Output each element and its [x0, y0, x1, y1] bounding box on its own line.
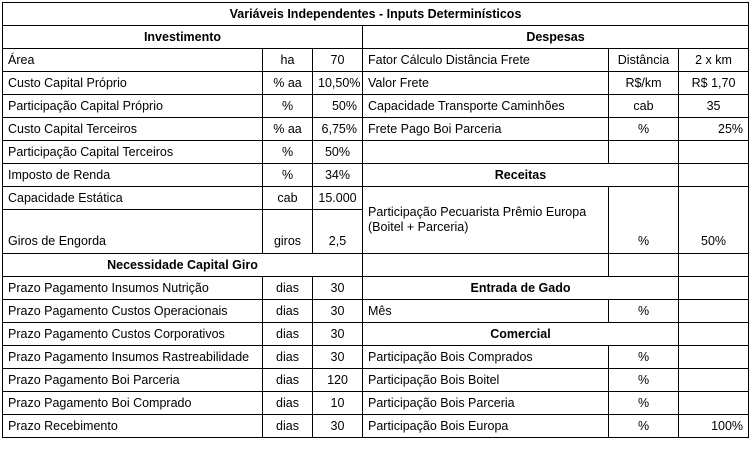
necessidade-header: Necessidade Capital Giro: [3, 254, 363, 277]
investimento-label: Custo Capital Próprio: [3, 72, 263, 95]
empty-cell: [679, 254, 749, 277]
entrada-value: [679, 300, 749, 323]
empty-cell: [363, 141, 609, 164]
despesas-value: 25%: [679, 118, 749, 141]
empty-cell: [363, 254, 609, 277]
investimento-label: Área: [3, 49, 263, 72]
necessidade-label: Prazo Pagamento Insumos Rastreabilidade: [3, 346, 263, 369]
necessidade-label: Prazo Pagamento Custos Corporativos: [3, 323, 263, 346]
investimento-label: Giros de Engorda: [3, 210, 263, 254]
receitas-unit: %: [609, 187, 679, 254]
despesas-label: Frete Pago Boi Parceria: [363, 118, 609, 141]
table-row: [3, 323, 749, 346]
investimento-label: Participação Capital Terceiros: [3, 141, 263, 164]
necessidade-unit: dias: [263, 277, 313, 300]
investimento-unit: % aa: [263, 118, 313, 141]
comercial-label: Participação Bois Parceria: [363, 392, 609, 415]
despesas-label: Fator Cálculo Distância Frete: [363, 49, 609, 72]
comercial-value: [679, 392, 749, 415]
comercial-label: Participação Bois Boitel: [363, 369, 609, 392]
necessidade-unit: dias: [263, 300, 313, 323]
comercial-unit: %: [609, 392, 679, 415]
investimento-unit: ha: [263, 49, 313, 72]
empty-cell: [679, 164, 749, 187]
investimento-value: 50%: [313, 95, 363, 118]
necessidade-unit: dias: [263, 369, 313, 392]
investimento-unit: giros: [263, 210, 313, 254]
table-row: [3, 95, 749, 118]
entrada-header: Entrada de Gado: [363, 277, 679, 300]
table-row: [3, 254, 749, 277]
table-row: [3, 415, 749, 438]
table-row: [3, 300, 749, 323]
comercial-value: [679, 346, 749, 369]
investimento-label: Participação Capital Próprio: [3, 95, 263, 118]
investimento-value: 70: [313, 49, 363, 72]
despesas-label: Capacidade Transporte Caminhões: [363, 95, 609, 118]
necessidade-unit: dias: [263, 392, 313, 415]
table-row: [3, 164, 749, 187]
table-title: Variáveis Independentes - Inputs Determinísticos: [3, 3, 749, 26]
necessidade-value: 30: [313, 346, 363, 369]
investimento-unit: %: [263, 95, 313, 118]
necessidade-value: 120: [313, 369, 363, 392]
empty-cell: [609, 141, 679, 164]
necessidade-label: Prazo Pagamento Boi Parceria: [3, 369, 263, 392]
investimento-value: 50%: [313, 141, 363, 164]
despesas-unit: %: [609, 118, 679, 141]
comercial-unit: %: [609, 415, 679, 438]
necessidade-label: Prazo Recebimento: [3, 415, 263, 438]
despesas-label: Valor Frete: [363, 72, 609, 95]
investimento-unit: cab: [263, 187, 313, 210]
comercial-unit: %: [609, 346, 679, 369]
table-row: [3, 141, 749, 164]
inputs-table: [2, 2, 749, 438]
comercial-value: [679, 369, 749, 392]
empty-cell: [609, 254, 679, 277]
investimento-value: 10,50%: [313, 72, 363, 95]
comercial-unit: %: [609, 369, 679, 392]
necessidade-value: 30: [313, 323, 363, 346]
receitas-header: Receitas: [363, 164, 679, 187]
necessidade-value: 30: [313, 300, 363, 323]
despesas-header: Despesas: [363, 26, 749, 49]
receitas-value: 50%: [679, 187, 749, 254]
necessidade-unit: dias: [263, 415, 313, 438]
comercial-label: Participação Bois Comprados: [363, 346, 609, 369]
necessidade-label: Prazo Pagamento Insumos Nutrição: [3, 277, 263, 300]
entrada-label: Mês: [363, 300, 609, 323]
despesas-unit: Distância: [609, 49, 679, 72]
table-row: [3, 369, 749, 392]
investimento-label: Custo Capital Terceiros: [3, 118, 263, 141]
comercial-value: 100%: [679, 415, 749, 438]
despesas-value: 35: [679, 95, 749, 118]
table-row: [3, 118, 749, 141]
table-row: [3, 346, 749, 369]
despesas-value: R$ 1,70: [679, 72, 749, 95]
investimento-unit: %: [263, 164, 313, 187]
table-row: [3, 277, 749, 300]
investimento-unit: %: [263, 141, 313, 164]
investimento-label: Imposto de Renda: [3, 164, 263, 187]
necessidade-label: Prazo Pagamento Custos Operacionais: [3, 300, 263, 323]
investimento-unit: % aa: [263, 72, 313, 95]
table-row: [3, 72, 749, 95]
comercial-header: Comercial: [363, 323, 679, 346]
necessidade-value: 30: [313, 415, 363, 438]
despesas-unit: R$/km: [609, 72, 679, 95]
table-row: [3, 392, 749, 415]
necessidade-label: Prazo Pagamento Boi Comprado: [3, 392, 263, 415]
entrada-unit: %: [609, 300, 679, 323]
empty-cell: [679, 323, 749, 346]
despesas-unit: cab: [609, 95, 679, 118]
empty-cell: [679, 277, 749, 300]
necessidade-value: 30: [313, 277, 363, 300]
receitas-label: Participação Pecuarista Prêmio Europa (Boitel + Parceria): [363, 187, 609, 254]
investimento-value: 6,75%: [313, 118, 363, 141]
table-row: [3, 187, 749, 210]
table-row: [3, 49, 749, 72]
necessidade-value: 10: [313, 392, 363, 415]
despesas-value: 2 x km: [679, 49, 749, 72]
comercial-label: Participação Bois Europa: [363, 415, 609, 438]
empty-cell: [679, 141, 749, 164]
investimento-value: 34%: [313, 164, 363, 187]
investimento-value: 2,5: [313, 210, 363, 254]
investimento-label: Capacidade Estática: [3, 187, 263, 210]
investimento-value: 15.000: [313, 187, 363, 210]
necessidade-unit: dias: [263, 346, 313, 369]
investimento-header: Investimento: [3, 26, 363, 49]
necessidade-unit: dias: [263, 323, 313, 346]
